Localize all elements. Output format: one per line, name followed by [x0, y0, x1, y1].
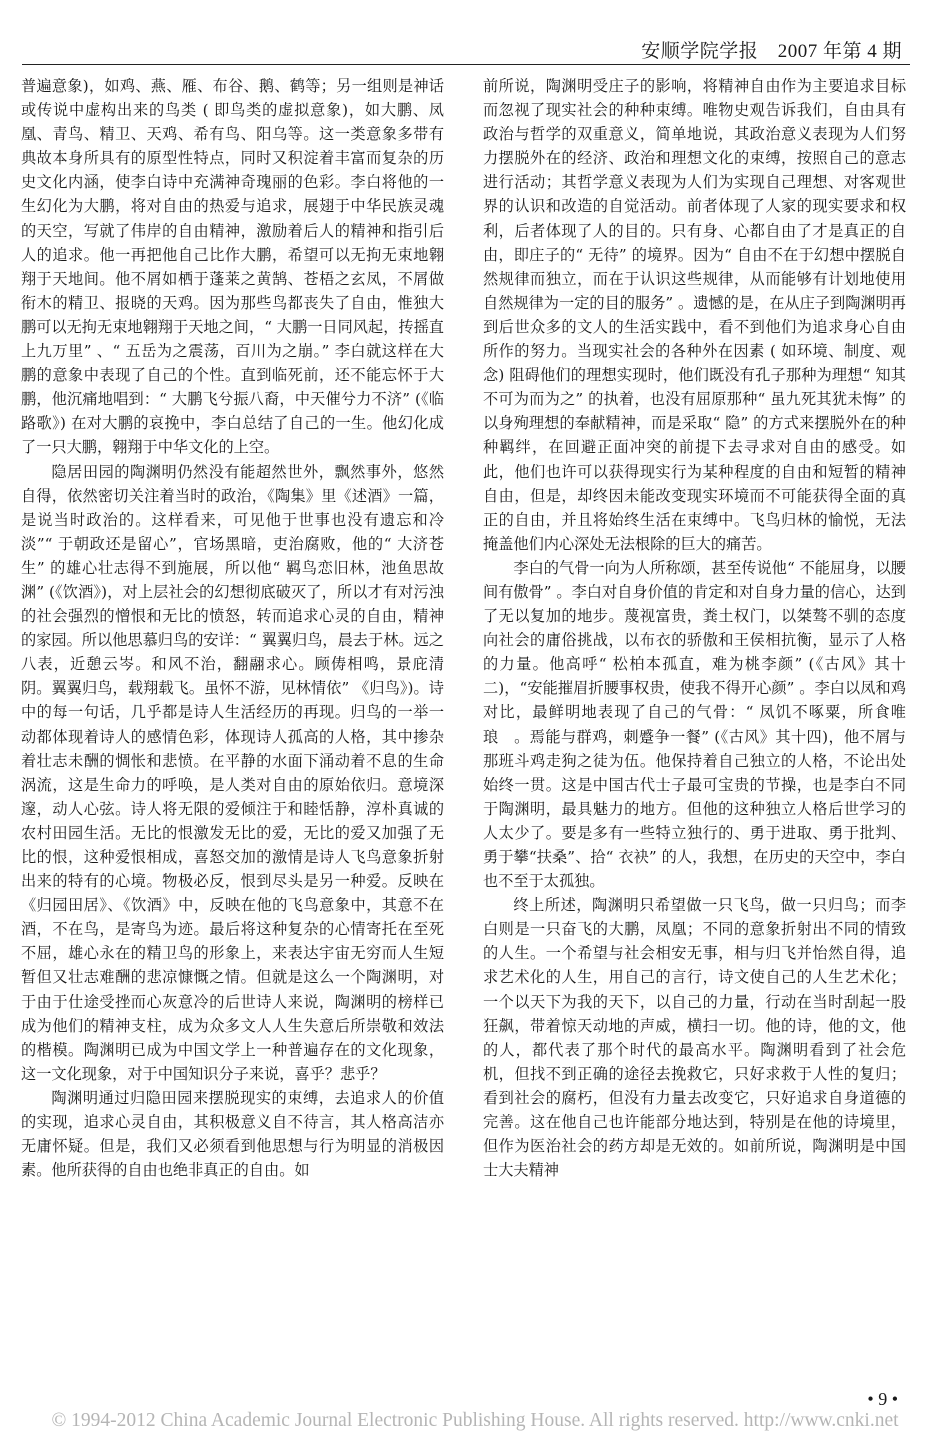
journal-issue: 安顺学院学报 2007 年第 4 期 [641, 41, 902, 62]
paragraph: 前所说，陶渊明受庄子的影响，将精神自由作为主要追求目标而忽视了现实社会的种种束缚。唯物史观告诉我们，自由具有政治与哲学的双重意义，简单地说，其政治意义表现为人们努力摆脱外在的经济、政治和理想文化的束缚，按照自己的意志进行活动；其哲学意义表现为人们为实现自己理想、对客观世界的认识和改造的自觉活动。前者体现了人家的现实要求和权利，后者体现了人的目的。只有身、心都自由了才是真正的自由，即庄子的“ 无待” 的境界。因为“ 自由不在于幻想中摆脱自然规律而独立，而在于认识这些规律，从而能够有计划地使用自然规律为一定的目的服务” 。遗憾的是，在从庄子到陶渊明再到后世众多的文人的生活实践中，看不到他们为追求身心自由所作的努力。当现实社会的各种外在因素 ( 如环境、制度、观念) 阻碍他们的理想实现时，他们既没有孔子那种为理想“ 知其不可为而为之” 的执着，也没有屈原那种“ 虽九死其犹未悔” 的以身殉理想的奉献精神，而是采取“ 隐” 的方式来摆脱外在的种种羁绊，在回避正面冲突的前提下去寻求对自由的感受。如此，他们也许可以获得现实行为某种程度的自由和短暂的精神自由，但是，却终因未能改变现实环境而不可能获得全面的真正的自由，并且将始终生活在束缚中。飞鸟归林的愉悦，无法掩盖他们内心深处无法根除的巨大的痛苦。 [483, 77, 906, 553]
left-column [21, 74, 444, 1182]
paragraph: 隐居田园的陶渊明仍然没有能超然世外，飘然事外，悠然自得，依然密切关注着当时的政治，《陶集》里《述酒》一篇，是说当时政治的。这样看来，可见他于世事也没有遗忘和冷淡”“ 于朝政还是留心”，官场黑暗，吏治腐败，他的“ 大济苍生” 的雄心壮志得不到施展，所以他“ 羁鸟恋旧林，池鱼思故渊” (《饮酒》)，对上层社会的幻想彻底破灭了，所以才有对污浊的社会强烈的憎恨和无比的愤怒，转而追求心灵的自由，精神的家园。所以他思慕归鸟的安详：“ 翼翼归鸟，晨去于林。远之八表，近憩云岑。和风不治，翻翮求心。顾俦相鸣，景庇清阴。翼翼归鸟，载翔载飞。虽怀不游，见林情依” 《归鸟》)。诗中的每一句话，几乎都是诗人生活经历的再现。归鸟的一举一动都体现着诗人的感情色彩，体现诗人孤高的人格，其中掺杂着壮志未酬的惆怅和悲愤。在平静的水面下涌动着不息的生命涡流，这是生命力的呼唤，是人类对自由的原始依归。意境深邃，动人心弦。诗人将无限的爱倾注于和睦恬静，淳朴真诚的农村田园生活。无比的恨激发无比的爱，无比的爱又加强了无比的恨，这种爱恨相成，喜怒交加的激情是诗人飞鸟意象折射出来的特有的心境。物极必反，恨到尽头是另一种爱。反映在《归园田居》、《饮酒》中，反映在他的飞鸟意象中，其意不在酒，不在鸟，是寄鸟为迹。最后将这种复杂的心情寄托在至死不屈，雄心永在的精卫鸟的形象上，来表达宇宙无穷而人生短暂但又壮志难酬的悲凉慷慨之情。但就是这么一个陶渊明，对于由于仕途受挫而心灰意冷的后世诗人来说，陶渊明的榜样已成为他们的精神支柱，成为众多文人人生失意后所崇敬和效法的楷模。陶渊明已成为中国文学上一种普遍存在的文化现象，这一文化现象，对于中国知识分子来说，喜乎？悲乎？ [21, 462, 444, 1083]
paragraph: 普遍意象)，如鸡、燕、雁、布谷、鹅、鹤等；另一组则是神话或传说中虚构出来的鸟类 ( 即鸟类的虚拟意象)，如大鹏、凤凰、青鸟、精卫、天鸡、希有鸟、阳乌等。这一类意象多带有典故本身所具有的原型性特点，同时又积淀着丰富而复杂的历史文化内涵，使李白诗中充满神奇瑰丽的色彩。李白将他的一生幻化为大鹏，将对自由的热爱与追求，展翅于中华民族灵魂的天空，写就了伟岸的自由精神，激励着后人的精神和指引后人的追求。他一再把他自己比作大鹏，希望可以无拘无束地翱翔于天地间。他不屑如栖于蓬莱之黄鹄、苍梧之玄凤，不屑做衔木的精卫、报晓的天鸡。因为那些鸟都丧失了自由，惟独大鹏可以无拘无束地翱翔于天地之间，“ 大鹏一日同风起，抟摇直上九万里” 、“ 五岳为之震荡，百川为之崩。” 李白就这样在大鹏的意象中表现了自己的个性。直到临死前，还不能忘怀于大鹏，他沉痛地唱到：“ 大鹏飞兮振八裔，中天催兮力不济” (《临路歌》) 在对大鹏的哀挽中，李白总结了自己的一生。他幻化成了一只大鹏，翱翔于中华文化的上空。 [21, 77, 444, 457]
paragraph: 李白的气骨一向为人所称颂，甚至传说他“ 不能屈身，以腰间有傲骨” 。李白对自身价值的肯定和对自身力量的信心，达到了无以复加的地步。蔑视富贵，粪土权门，以桀骜不驯的态度向社会的庸俗挑战，以布衣的骄傲和王侯相抗衡，显示了人格的力量。他高呼“ 松柏本孤直，难为桃李颜” (《古风》其十二)，“安能摧眉折腰事权贵，使我不得开心颜” 。李白以凤和鸡对比，最鲜明地表现了自己的气骨：“ 凤饥不啄粟，所食唯琅 。焉能与群鸡，刺蹙争一餐” (《古风》其十四)，他不屑与那班斗鸡走狗之徒为伍。他保持着自己独立的人格，不论出处始终一贯。这是中国古代士子最可宝贵的节操，也是李白不同于陶渊明，最具魅力的地方。但他的这种独立人格后世学习的人太少了。要是多有一些特立独行的、勇于进取、勇于批判、勇于攀“扶桑”、拾“ 衣袂” 的人，我想，在历史的天空中，李白也不至于太孤独。 [483, 558, 906, 891]
paragraph: 陶渊明通过归隐田园来摆脱现实的束缚，去追求人的价值的实现，追求心灵自由，其积极意义自不待言，其人格高洁亦无庸怀疑。但是，我们又必须看到他思想与行为明显的消极因素。他所获得的自由也绝非真正的自由。如 [21, 1088, 444, 1180]
copyright-watermark: © 1994-2012 China Academic Journal Electronic Publishing House. All rights reserved. http://www.cnki.net [51, 1410, 899, 1431]
running-header [22, 24, 910, 65]
right-column [483, 74, 906, 1182]
page-number: • 9 • [867, 1389, 898, 1409]
paragraph: 终上所述，陶渊明只希望做一只飞鸟，做一只归鸟；而李白则是一只奋飞的大鹏，凤凰；不同的意象折射出不同的情致的人生。一个希望与社会相安无事，相与归飞并怡然自得，追求艺术化的人生，用自己的言行，诗文使自己的人生艺术化；一个以天下为我的天下，以自己的力量，行动在当时刮起一股狂飙，带着惊天动地的声威，横扫一切。他的诗，他的文，他的人，都代表了那个时代的最高水平。陶渊明看到了社会危机，但找不到正确的途径去挽救它，只好求救于人性的复归；看到社会的腐朽，但没有力量去改变它，只好追求自身道德的完善。这在他自己也许能部分地达到，特别是在他的诗境里，但作为医治社会的药方却是无效的。如前所说，陶渊明是中国士大夫精神 [483, 896, 906, 1180]
